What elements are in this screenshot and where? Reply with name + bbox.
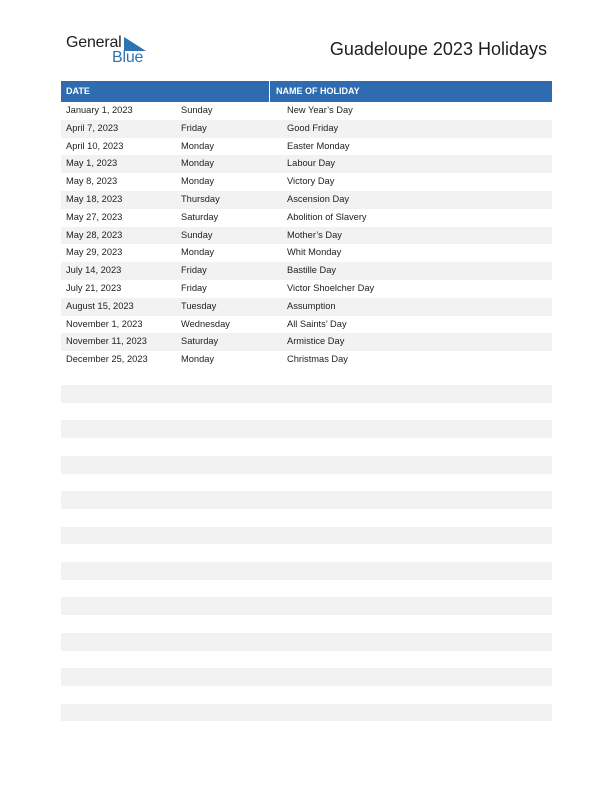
holiday-date: May 18, 2023: [66, 193, 123, 204]
holiday-name: Easter Monday: [287, 140, 350, 151]
holiday-date: May 1, 2023: [66, 158, 118, 169]
holiday-name: New Year’s Day: [287, 105, 353, 115]
empty-row: [61, 668, 552, 686]
holiday-weekday: Friday: [181, 265, 207, 276]
table-row: [61, 244, 552, 262]
holiday-date: January 1, 2023: [66, 105, 133, 115]
table-row: [61, 227, 552, 245]
logo: [66, 34, 156, 68]
empty-row: [61, 527, 552, 545]
table-row: [61, 120, 552, 138]
empty-row: [61, 456, 552, 474]
holiday-name: Ascension Day: [287, 193, 350, 204]
holiday-weekday: Monday: [181, 140, 215, 151]
empty-row: [61, 704, 552, 722]
holiday-date: May 29, 2023: [66, 247, 123, 258]
table-row: [61, 138, 552, 156]
holiday-date: May 27, 2023: [66, 211, 123, 222]
table-row: [61, 209, 552, 227]
holiday-name: Labour Day: [287, 158, 336, 169]
holiday-table: [61, 81, 552, 369]
table-row: [61, 155, 552, 173]
table-row: [61, 351, 552, 369]
holiday-date: November 11, 2023: [66, 336, 147, 347]
holiday-weekday: Saturday: [181, 211, 219, 222]
column-header-date: DATE: [61, 81, 270, 102]
logo-word-general: General: [66, 34, 122, 51]
holiday-name: Good Friday: [287, 122, 339, 133]
table-row: [61, 191, 552, 209]
holiday-weekday: Monday: [181, 158, 215, 169]
holiday-name: Assumption: [287, 300, 336, 311]
empty-rows: [61, 385, 552, 739]
holiday-date: November 1, 2023: [66, 318, 143, 329]
holiday-weekday: Sunday: [181, 229, 213, 240]
holiday-name: Christmas Day: [287, 354, 348, 365]
holiday-name: Victory Day: [287, 176, 335, 187]
holiday-weekday: Friday: [181, 282, 207, 293]
holiday-date: May 28, 2023: [66, 229, 123, 240]
holiday-name: Whit Monday: [287, 247, 342, 258]
holiday-date: July 14, 2023: [66, 265, 122, 276]
holiday-weekday: Sunday: [181, 105, 213, 115]
holiday-date: April 10, 2023: [66, 140, 124, 151]
logo-word-blue: Blue: [112, 49, 144, 66]
table-row: [61, 102, 552, 120]
empty-row: [61, 597, 552, 615]
holiday-weekday: Friday: [181, 122, 207, 133]
holiday-name: Armistice Day: [287, 336, 345, 347]
empty-row: [61, 633, 552, 651]
holiday-date: August 15, 2023: [66, 300, 134, 311]
table-row: [61, 298, 552, 316]
holiday-name: All Saints’ Day: [287, 318, 347, 329]
column-header-name: NAME OF HOLIDAY: [276, 86, 360, 96]
empty-row: [61, 385, 552, 403]
table-body: [61, 102, 552, 369]
holiday-weekday: Monday: [181, 176, 215, 187]
empty-row: [61, 491, 552, 509]
table-row: [61, 333, 552, 351]
holiday-weekday: Monday: [181, 247, 215, 258]
empty-row: [61, 562, 552, 580]
holiday-weekday: Wednesday: [181, 318, 230, 329]
holiday-weekday: Monday: [181, 354, 215, 365]
holiday-name: Mother’s Day: [287, 229, 342, 240]
holiday-weekday: Thursday: [181, 193, 220, 204]
holiday-name: Abolition of Slavery: [287, 211, 367, 222]
holiday-date: July 21, 2023: [66, 282, 122, 293]
empty-row: [61, 420, 552, 438]
table-row: [61, 262, 552, 280]
page-title: Guadeloupe 2023 Holidays: [329, 39, 547, 59]
table-row: [61, 280, 552, 298]
holiday-date: December 25, 2023: [66, 354, 148, 365]
holiday-weekday: Tuesday: [181, 300, 217, 311]
table-header: [61, 81, 552, 102]
holiday-weekday: Saturday: [181, 336, 219, 347]
holiday-name: Bastille Day: [287, 265, 337, 276]
table-row: [61, 173, 552, 191]
table-row: [61, 316, 552, 334]
holiday-date: April 7, 2023: [66, 122, 119, 133]
holiday-date: May 8, 2023: [66, 176, 118, 187]
holiday-name: Victor Shoelcher Day: [287, 282, 375, 293]
